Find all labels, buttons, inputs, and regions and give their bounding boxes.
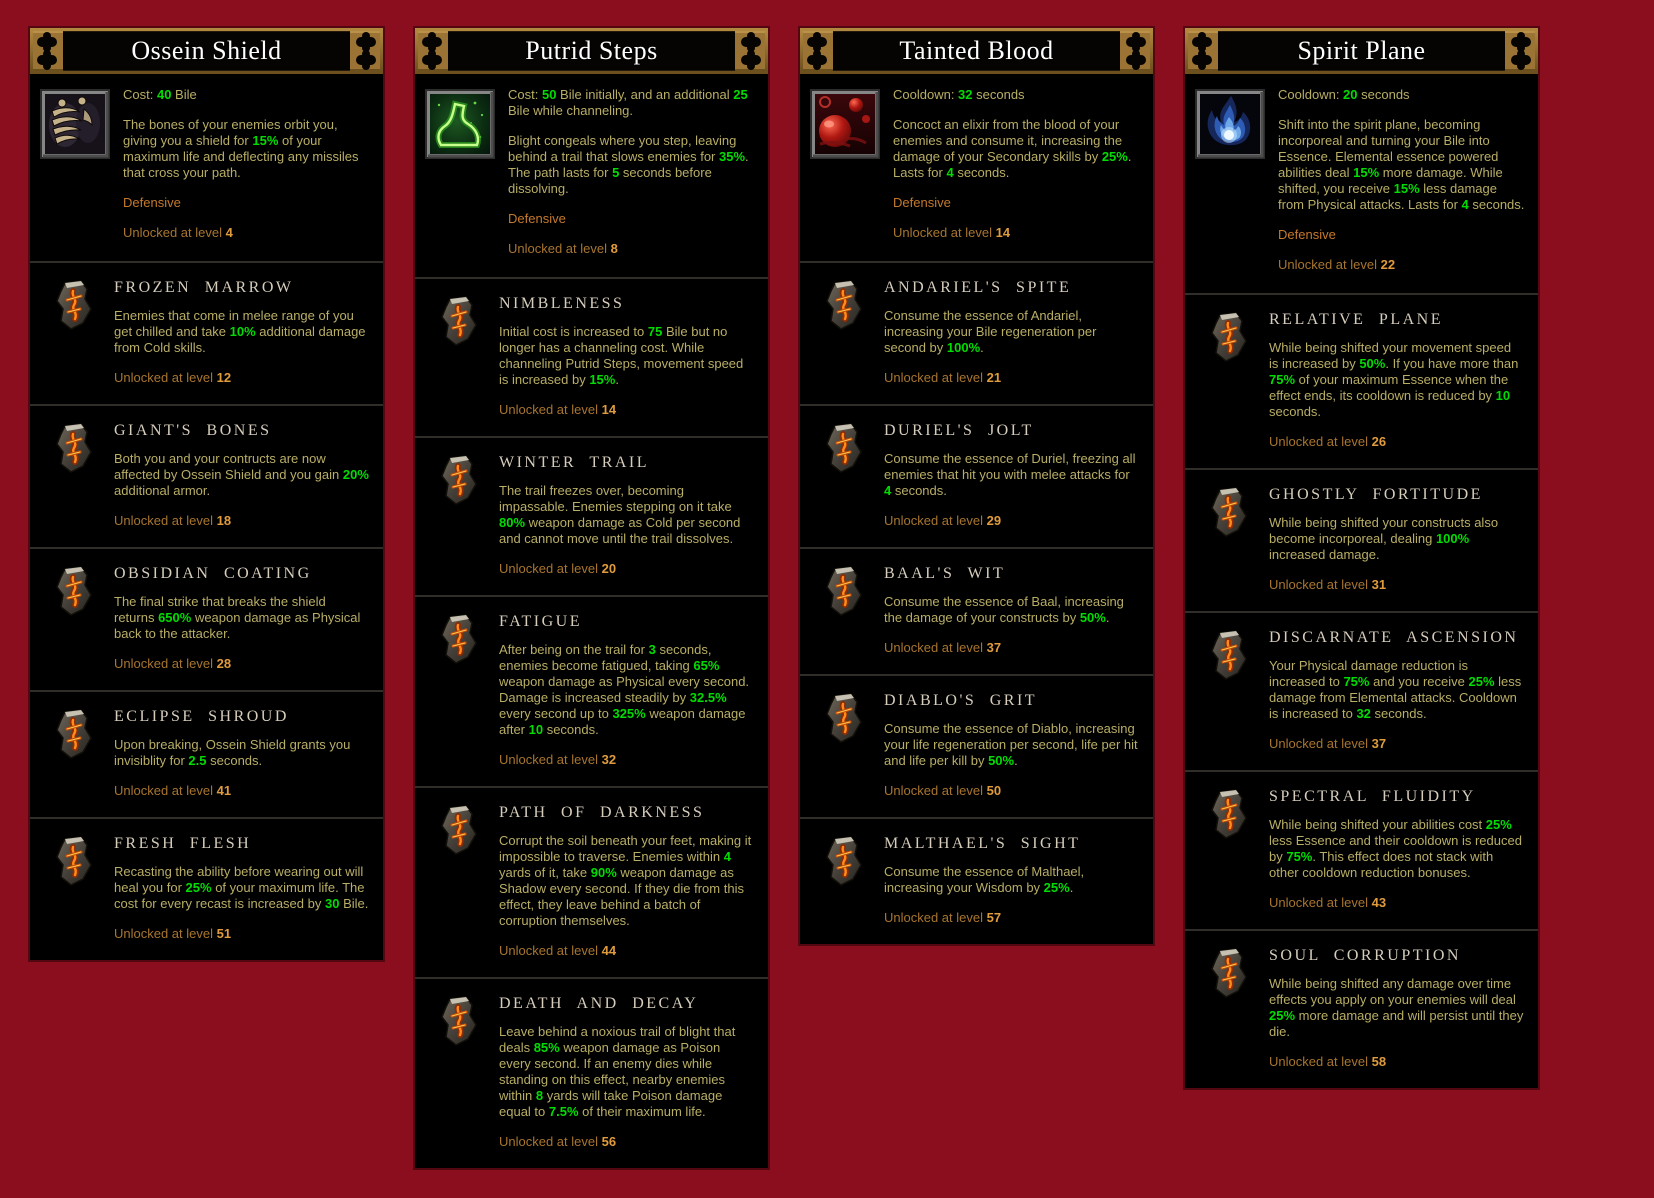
highlight-value: 2.5	[188, 753, 207, 768]
rune-description: Consume the essence of Duriel, freezing all enemies that hit you with melee attacks for 4 seconds.	[884, 451, 1136, 498]
highlight-value: 65%	[693, 658, 720, 673]
highlight-value: 5	[612, 165, 620, 180]
rune-description: While being shifted your constructs also become incorporeal, dealing 100% increased damage.	[1269, 515, 1499, 562]
skill-panel-header	[30, 28, 383, 74]
highlight-value: 10	[1495, 388, 1511, 403]
header-ornament-icon	[33, 31, 63, 71]
skill-cost: Cooldown: 20 seconds	[1278, 87, 1410, 102]
highlight-value: 650%	[158, 610, 192, 625]
skill-panel-putrid-steps	[415, 28, 768, 1168]
rune-description: While being shifted your movement speed is increased by 50%. If you have more than 75% of your maximum Essence when the effect ends, its cooldown is reduced by 10 seconds.	[1269, 340, 1519, 419]
skill-cost: Cost: 50 Bile initially, and an additional 25 Bile while channeling.	[508, 87, 748, 118]
highlight-value: 20	[601, 561, 617, 576]
rune-stone-icon	[816, 277, 872, 331]
rune-unlock-level: Unlocked at level 58	[1269, 1054, 1387, 1069]
rune-description: Consume the essence of Baal, increasing the damage of your constructs by 50%.	[884, 594, 1124, 625]
rune-row[interactable]	[800, 404, 1153, 547]
rune-description: The trail freezes over, becoming impassable. Enemies stepping on it take 80% weapon damage as Cold per second and cannot move until the trail dissolves.	[499, 483, 741, 546]
highlight-value: 75	[647, 324, 663, 339]
rune-unlock-level: Unlocked at level 32	[499, 752, 617, 767]
header-ornament-icon	[350, 31, 380, 71]
highlight-value: 75%	[1269, 372, 1296, 387]
rune-unlock-level: Unlocked at level 56	[499, 1134, 617, 1149]
highlight-value: 25%	[1485, 817, 1512, 832]
rune-row[interactable]	[1185, 770, 1538, 929]
rune-name: DIABLO'S GRIT	[884, 692, 1038, 709]
rune-stone-icon	[1201, 309, 1257, 363]
rune-row[interactable]	[1185, 293, 1538, 468]
highlight-value: 15%	[1353, 165, 1380, 180]
rune-unlock-level: Unlocked at level 41	[114, 783, 232, 798]
rune-text	[499, 293, 754, 418]
skill-description: Shift into the spirit plane, becoming incorporeal and turning your Bile into Essence. Elemental essence powered abilities deal 15% more damage. While shifted, you receive 15% less damage from Physical attacks. Lasts for 4 seconds.	[1278, 117, 1525, 212]
highlight-value: 15%	[252, 133, 279, 148]
rune-name: OBSIDIAN COATING	[114, 565, 312, 582]
skill-panel-header	[415, 28, 768, 74]
rune-unlock-level: Unlocked at level 20	[499, 561, 617, 576]
rune-text	[1269, 484, 1524, 593]
rune-description: Corrupt the soil beneath your feet, making it impossible to traverse. Enemies within 4 yards of it, take 90% weapon damage as Shadow every second. If they die from this effect, they leave behind a batch of corruption themselves.	[499, 833, 752, 928]
highlight-value: 4	[946, 165, 954, 180]
skill-unlock-level: Unlocked at level 8	[508, 241, 618, 256]
rune-unlock-level: Unlocked at level 29	[884, 513, 1002, 528]
rune-unlock-level: Unlocked at level 12	[114, 370, 232, 385]
highlight-value: 37	[1371, 736, 1387, 751]
rune-stone-icon	[46, 420, 102, 474]
rune-stone-icon	[46, 277, 102, 331]
rune-row[interactable]	[30, 404, 383, 547]
highlight-value: 32.5%	[689, 690, 727, 705]
rune-row[interactable]	[800, 547, 1153, 674]
highlight-value: 28	[216, 656, 232, 671]
rune-text	[114, 277, 369, 386]
rune-name: DISCARNATE ASCENSION	[1269, 629, 1519, 646]
rune-name: SPECTRAL FLUIDITY	[1269, 788, 1476, 805]
highlight-value: 14	[995, 225, 1011, 240]
rune-row[interactable]	[415, 436, 768, 595]
highlight-value: 32	[1356, 706, 1371, 721]
rune-stone-icon	[816, 420, 872, 474]
skill-category: Defensive	[508, 211, 566, 226]
skill-unlock-level: Unlocked at level 14	[893, 225, 1011, 240]
skill-unlock-level: Unlocked at level 22	[1278, 257, 1396, 272]
rune-row[interactable]	[1185, 611, 1538, 770]
rune-name: MALTHAEL'S SIGHT	[884, 835, 1081, 852]
rune-stone-icon	[46, 563, 102, 617]
skill-summary-text	[893, 87, 1141, 241]
rune-stone-icon	[46, 833, 102, 887]
rune-name: NIMBLENESS	[499, 295, 625, 312]
highlight-value: 25%	[1269, 1008, 1296, 1023]
highlight-value: 4	[884, 483, 892, 498]
highlight-value: 18	[216, 513, 232, 528]
highlight-value: 8	[535, 1088, 544, 1103]
highlight-value: 85%	[533, 1040, 560, 1055]
rune-unlock-level: Unlocked at level 57	[884, 910, 1002, 925]
ossein-shield-skill-icon	[40, 89, 110, 164]
highlight-value: 15%	[1393, 181, 1420, 196]
skill-category: Defensive	[123, 195, 181, 210]
rune-unlock-level: Unlocked at level 26	[1269, 434, 1387, 449]
highlight-value: 75%	[1343, 674, 1370, 689]
rune-text	[884, 420, 1139, 529]
rune-name: PATH OF DARKNESS	[499, 804, 705, 821]
rune-name: ANDARIEL'S SPITE	[884, 279, 1072, 296]
rune-text	[1269, 786, 1524, 911]
rune-row[interactable]	[30, 547, 383, 690]
header-ornament-icon	[1120, 31, 1150, 71]
rune-row[interactable]	[30, 261, 383, 404]
rune-text	[114, 563, 369, 672]
rune-description: After being on the trail for 3 seconds, enemies become fatigued, taking 65% weapon damage as Physical every second. Damage is increased steadily by 32.5% every second up to 325% weapon damage after 10 seconds.	[499, 642, 750, 737]
highlight-value: 25%	[185, 880, 212, 895]
rune-name: FATIGUE	[499, 613, 582, 630]
highlight-value: 8	[610, 241, 618, 256]
rune-stone-icon	[46, 706, 102, 760]
skill-panel-header	[800, 28, 1153, 74]
highlight-value: 25%	[1468, 674, 1495, 689]
highlight-value: 30	[324, 896, 340, 911]
skill-description: Concoct an elixir from the blood of your enemies and consume it, increasing the damage of your Secondary skills by 25%. Lasts for 4 seconds.	[893, 117, 1132, 180]
skill-title: Spirit Plane	[1297, 36, 1426, 65]
rune-row[interactable]	[800, 674, 1153, 817]
rune-name: FRESH FLESH	[114, 835, 252, 852]
highlight-value: 25	[733, 87, 748, 102]
header-ornament-icon	[1188, 31, 1218, 71]
highlight-value: 14	[601, 402, 617, 417]
rune-row[interactable]	[415, 595, 768, 786]
highlight-value: 20%	[342, 467, 369, 482]
rune-unlock-level: Unlocked at level 37	[884, 640, 1002, 655]
rune-description: Enemies that come in melee range of you get chilled and take 10% additional damage from Cold skills.	[114, 308, 366, 355]
skill-cost: Cooldown: 32 seconds	[893, 87, 1025, 102]
spirit-plane-skill-icon	[1195, 89, 1265, 164]
rune-stone-icon	[431, 452, 487, 506]
rune-description: The final strike that breaks the shield returns 650% weapon damage as Physical back to the attacker.	[114, 594, 361, 641]
rune-name: DURIEL'S JOLT	[884, 422, 1034, 439]
putrid-steps-skill-icon	[425, 89, 495, 164]
rune-unlock-level: Unlocked at level 31	[1269, 577, 1387, 592]
rune-row[interactable]	[30, 690, 383, 817]
rune-description: Your Physical damage reduction is increased to 75% and you receive 25% less damage from Elemental attacks. Cooldown is increased to 32 seconds.	[1269, 658, 1522, 721]
rune-name: GHOSTLY FORTITUDE	[1269, 486, 1483, 503]
highlight-value: 35%	[719, 149, 746, 164]
highlight-value: 37	[986, 640, 1002, 655]
rune-text	[884, 277, 1139, 386]
skill-summary-row[interactable]	[415, 74, 768, 277]
skill-summary-row[interactable]	[1185, 74, 1538, 293]
highlight-value: 100%	[946, 340, 981, 355]
rune-unlock-level: Unlocked at level 51	[114, 926, 232, 941]
rune-description: While being shifted any damage over time effects you apply on your enemies will deal 25% more damage and will persist until they die.	[1269, 976, 1524, 1039]
rune-text	[499, 611, 754, 768]
highlight-value: 3	[648, 642, 656, 657]
rune-unlock-level: Unlocked at level 43	[1269, 895, 1387, 910]
highlight-value: 12	[216, 370, 232, 385]
skill-title: Tainted Blood	[899, 36, 1054, 65]
rune-unlock-level: Unlocked at level 21	[884, 370, 1002, 385]
rune-description: While being shifted your abilities cost 25% less Essence and their cooldown is reduced by 75%. This effect does not stack with other cooldown reduction bonuses.	[1269, 817, 1522, 880]
rune-description: Initial cost is increased to 75 Bile but no longer has a channeling cost. While channeling Putrid Steps, movement speed is increased by 15%.	[499, 324, 744, 387]
rune-text	[499, 802, 754, 959]
rune-text	[1269, 945, 1524, 1070]
highlight-value: 4	[723, 849, 731, 864]
highlight-value: 50	[986, 783, 1002, 798]
rune-stone-icon	[816, 833, 872, 887]
highlight-value: 22	[1380, 257, 1396, 272]
rune-name: SOUL CORRUPTION	[1269, 947, 1461, 964]
rune-stone-icon	[1201, 786, 1257, 840]
highlight-value: 50%	[988, 753, 1015, 768]
rune-row[interactable]	[415, 977, 768, 1168]
highlight-value: 25%	[1043, 880, 1070, 895]
rune-description: Leave behind a noxious trail of blight that deals 85% weapon damage as Poison every second. If an enemy dies while standing on this effect, nearby enemies within 8 yards will take Poison damage equal to 7.5% of their maximum life.	[499, 1024, 736, 1119]
rune-name: WINTER TRAIL	[499, 454, 650, 471]
header-ornament-icon	[1505, 31, 1535, 71]
highlight-value: 32	[601, 752, 617, 767]
rune-stone-icon	[816, 690, 872, 744]
rune-text	[884, 833, 1139, 926]
highlight-value: 100%	[1435, 531, 1470, 546]
highlight-value: 21	[986, 370, 1002, 385]
highlight-value: 51	[216, 926, 232, 941]
rune-name: BAAL'S WIT	[884, 565, 1006, 582]
highlight-value: 58	[1371, 1054, 1387, 1069]
skill-description: The bones of your enemies orbit you, giving you a shield for 15% of your maximum life and deflecting any missiles that cross your path.	[123, 117, 359, 180]
highlight-value: 4	[225, 225, 233, 240]
skill-unlock-level: Unlocked at level 4	[123, 225, 233, 240]
skill-category: Defensive	[1278, 227, 1336, 242]
rune-stone-icon	[1201, 945, 1257, 999]
skill-category: Defensive	[893, 195, 951, 210]
rune-text	[499, 452, 754, 577]
highlight-value: 31	[1371, 577, 1387, 592]
header-ornament-icon	[735, 31, 765, 71]
highlight-value: 325%	[612, 706, 646, 721]
rune-stone-icon	[431, 993, 487, 1047]
skill-panel-ossein-shield	[30, 28, 383, 960]
rune-stone-icon	[431, 802, 487, 856]
highlight-value: 43	[1371, 895, 1387, 910]
highlight-value: 26	[1371, 434, 1387, 449]
highlight-value: 57	[986, 910, 1002, 925]
skill-description: Blight congeals where you step, leaving behind a trail that slows enemies for 35%. The path lasts for 5 seconds before dissolving.	[508, 133, 749, 196]
skill-title: Putrid Steps	[525, 36, 658, 65]
skill-panel-spirit-plane	[1185, 28, 1538, 1088]
rune-text	[1269, 309, 1524, 450]
highlight-value: 50%	[1359, 356, 1386, 371]
highlight-value: 20	[1343, 87, 1358, 102]
rune-description: Consume the essence of Diablo, increasing your life regeneration per second, life per hit and life per kill by 50%.	[884, 721, 1138, 768]
rune-name: DEATH AND DECAY	[499, 995, 699, 1012]
skill-cost: Cost: 40 Bile	[123, 87, 197, 102]
rune-row[interactable]	[800, 261, 1153, 404]
rune-stone-icon	[1201, 627, 1257, 681]
highlight-value: 29	[986, 513, 1002, 528]
rune-name: ECLIPSE SHROUD	[114, 708, 289, 725]
rune-description: Recasting the ability before wearing out will heal you for 25% of your maximum life. The cost for every recast is increased by 30 Bile.	[114, 864, 369, 911]
rune-text	[884, 690, 1139, 799]
highlight-value: 41	[216, 783, 232, 798]
highlight-value: 10	[528, 722, 544, 737]
rune-row[interactable]	[800, 817, 1153, 944]
highlight-value: 32	[958, 87, 973, 102]
rune-text	[114, 706, 369, 799]
skill-panel-tainted-blood	[800, 28, 1153, 944]
rune-stone-icon	[816, 563, 872, 617]
header-ornament-icon	[803, 31, 833, 71]
highlight-value: 10%	[229, 324, 256, 339]
rune-stone-icon	[1201, 484, 1257, 538]
skill-summary-row[interactable]	[800, 74, 1153, 261]
skill-summary-text	[1278, 87, 1526, 273]
highlight-value: 75%	[1286, 849, 1313, 864]
rune-name: RELATIVE PLANE	[1269, 311, 1443, 328]
rune-text	[114, 420, 369, 529]
rune-description: Consume the essence of Andariel, increasing your Bile regeneration per second by 100%.	[884, 308, 1097, 355]
highlight-value: 90%	[590, 865, 617, 880]
rune-row[interactable]	[415, 277, 768, 436]
rune-unlock-level: Unlocked at level 28	[114, 656, 232, 671]
highlight-value: 44	[601, 943, 617, 958]
rune-description: Upon breaking, Ossein Shield grants you invisiblity for 2.5 seconds.	[114, 737, 351, 768]
highlight-value: 4	[1461, 197, 1469, 212]
skill-title: Ossein Shield	[131, 36, 282, 65]
skill-summary-row[interactable]	[30, 74, 383, 261]
rune-row[interactable]	[1185, 468, 1538, 611]
rune-unlock-level: Unlocked at level 44	[499, 943, 617, 958]
rune-text	[114, 833, 369, 942]
skill-summary-text	[123, 87, 371, 241]
rune-unlock-level: Unlocked at level 14	[499, 402, 617, 417]
highlight-value: 25%	[1101, 149, 1128, 164]
rune-row[interactable]	[1185, 929, 1538, 1088]
highlight-value: 50%	[1079, 610, 1106, 625]
highlight-value: 50	[541, 87, 557, 102]
rune-description: Both you and your contructs are now affected by Ossein Shield and you gain 20% additional armor.	[114, 451, 369, 498]
rune-stone-icon	[431, 611, 487, 665]
rune-row[interactable]	[415, 786, 768, 977]
highlight-value: 40	[156, 87, 172, 102]
highlight-value: 15%	[589, 372, 616, 387]
rune-name: GIANT'S BONES	[114, 422, 272, 439]
skill-panel-header	[1185, 28, 1538, 74]
rune-name: FROZEN MARROW	[114, 279, 294, 296]
rune-unlock-level: Unlocked at level 18	[114, 513, 232, 528]
rune-unlock-level: Unlocked at level 50	[884, 783, 1002, 798]
highlight-value: 56	[601, 1134, 617, 1149]
tainted-blood-skill-icon	[810, 89, 880, 164]
rune-text	[884, 563, 1139, 656]
rune-row[interactable]	[30, 817, 383, 960]
rune-description: Consume the essence of Malthael, increasing your Wisdom by 25%.	[884, 864, 1085, 895]
rune-text	[1269, 627, 1524, 752]
rune-text	[499, 993, 754, 1150]
highlight-value: 80%	[499, 515, 526, 530]
rune-stone-icon	[431, 293, 487, 347]
rune-unlock-level: Unlocked at level 37	[1269, 736, 1387, 751]
header-ornament-icon	[418, 31, 448, 71]
skill-summary-text	[508, 87, 756, 257]
highlight-value: 7.5%	[548, 1104, 579, 1119]
